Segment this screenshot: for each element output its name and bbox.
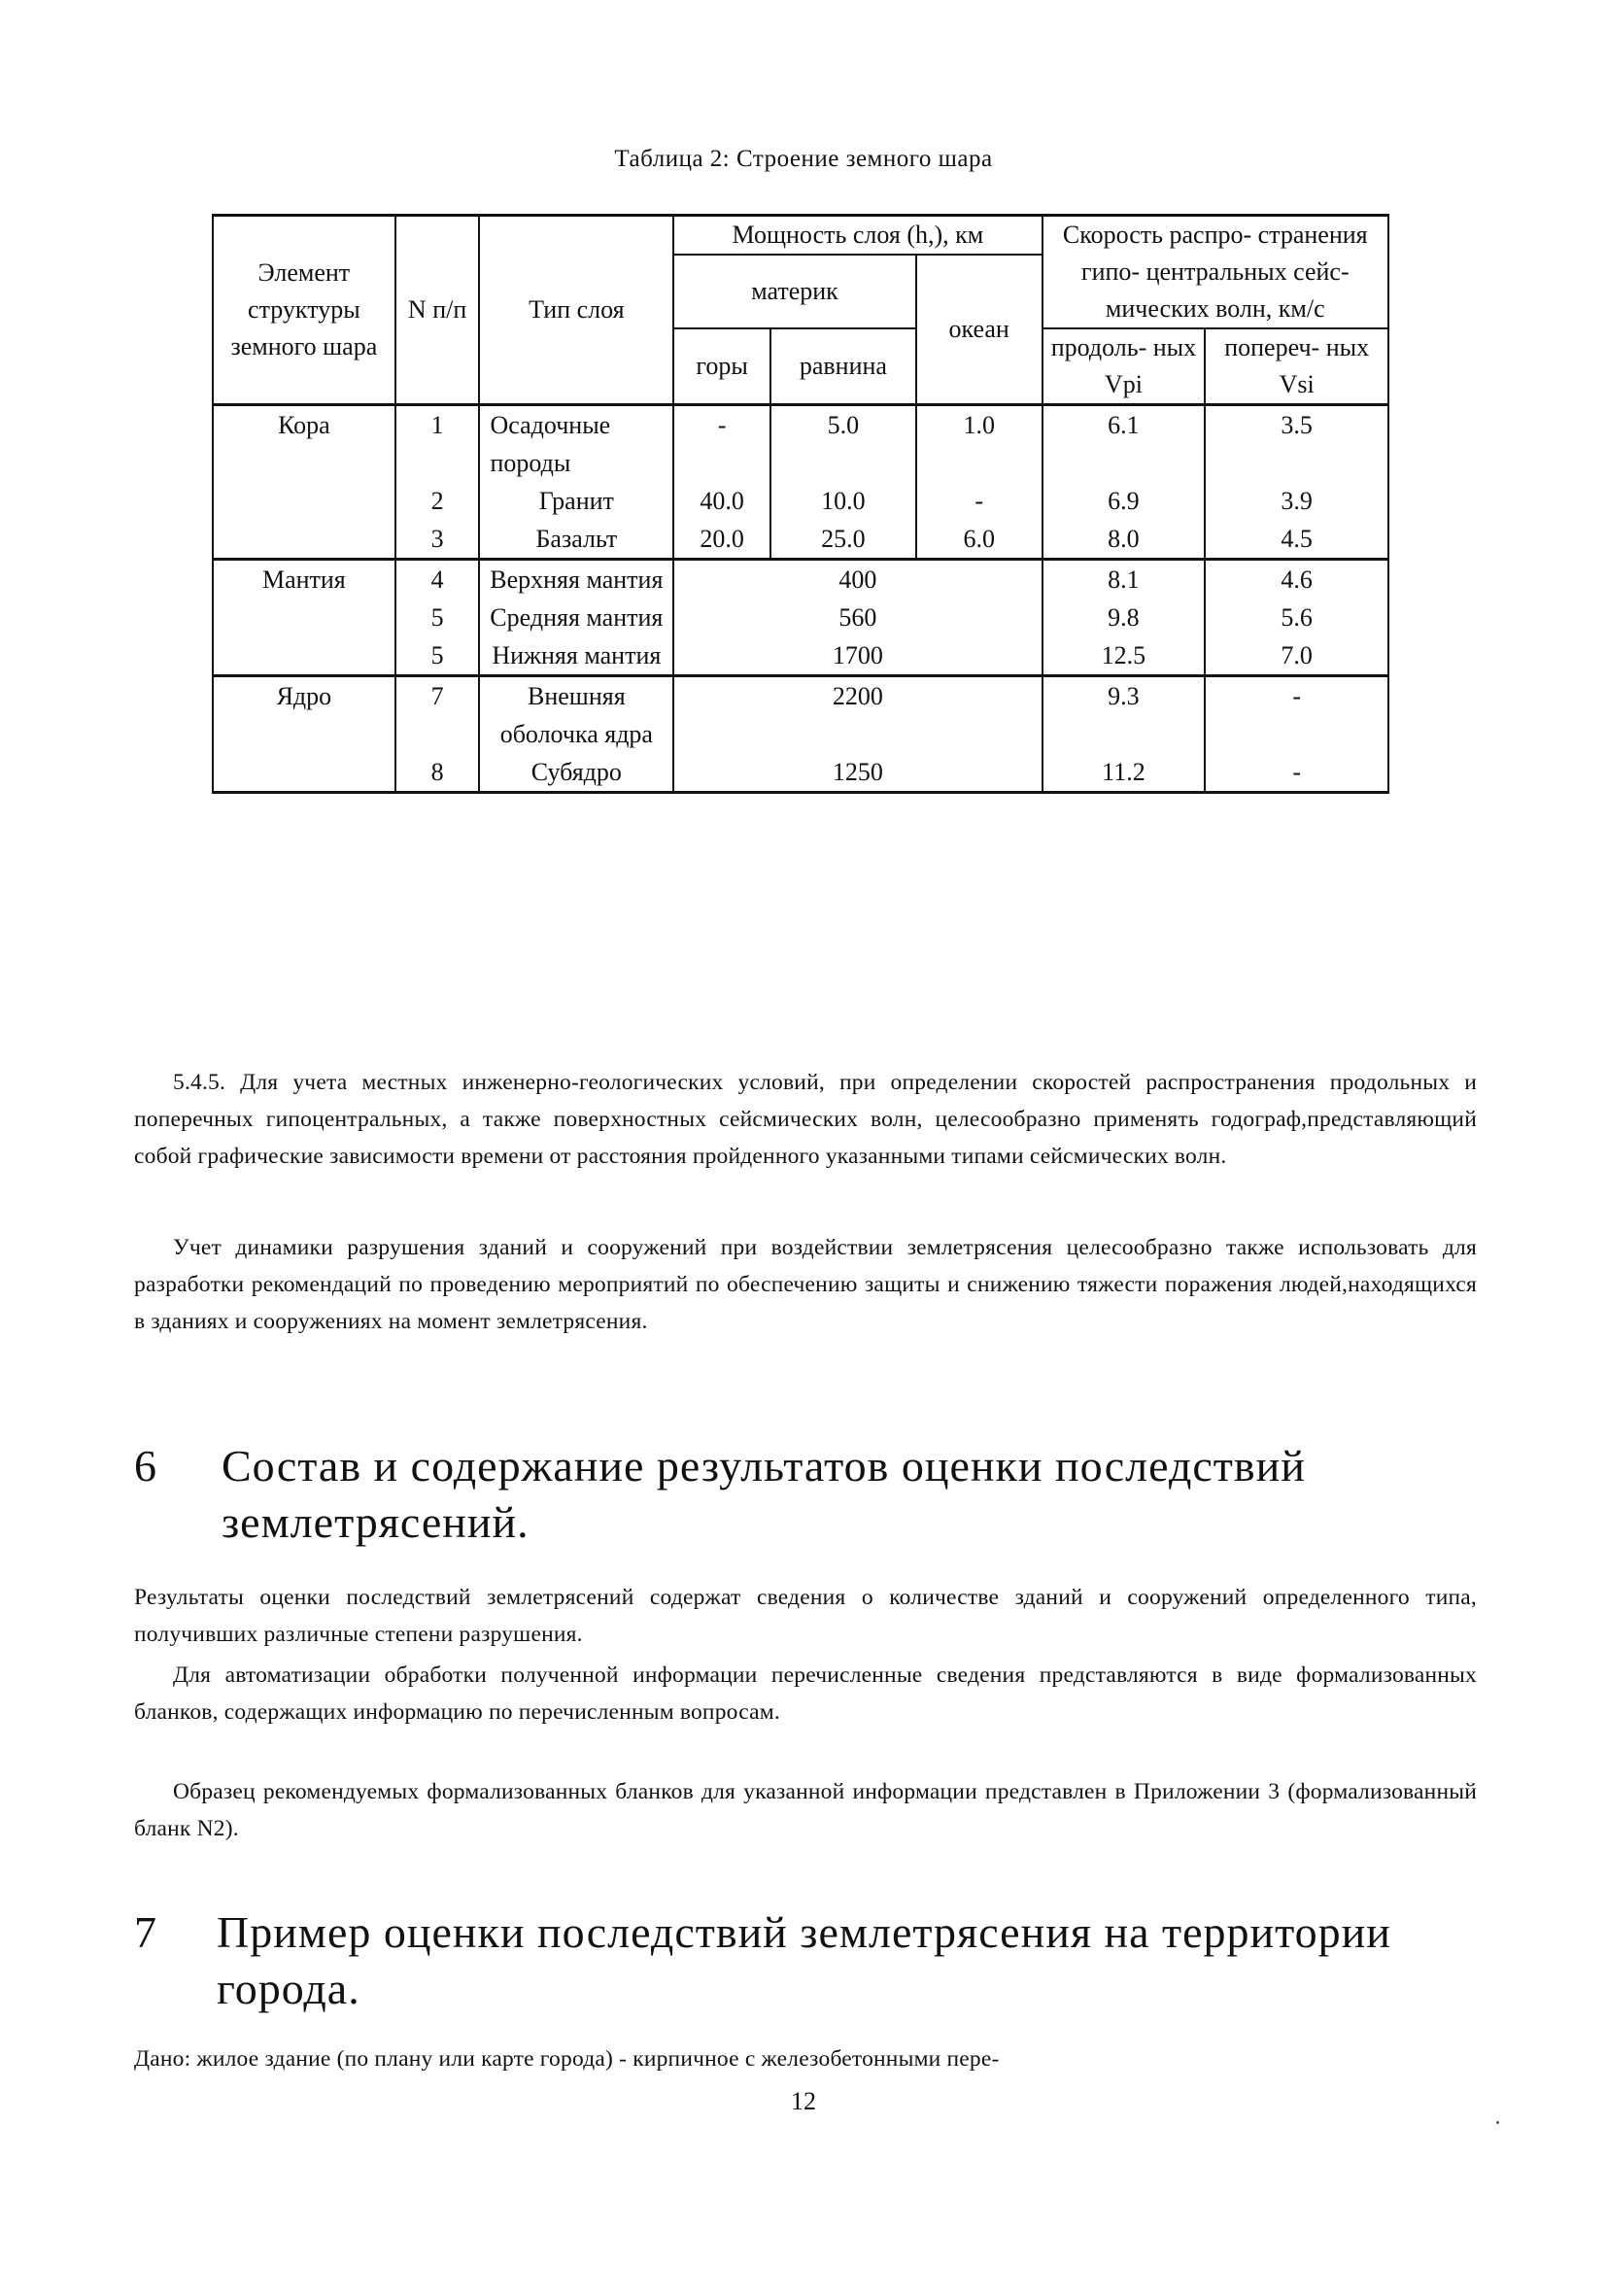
cell-thickness: 1700: [673, 636, 1042, 676]
cell-element: Ядро: [213, 676, 395, 754]
cell-vs: -: [1205, 676, 1388, 754]
cell-vp: 8.0: [1043, 520, 1206, 560]
table-caption: Таблица 2: Строение земного шара: [614, 146, 993, 172]
cell-ocean: 6.0: [916, 520, 1043, 560]
cell-vs: 3.5: [1205, 405, 1388, 483]
header-continent: материк: [673, 255, 916, 328]
cell-vp: 12.5: [1043, 636, 1206, 676]
table-row: [213, 676, 1388, 754]
cell-vp: 6.9: [1043, 482, 1206, 520]
cell-vs: 7.0: [1205, 636, 1388, 676]
cell-number: 4: [395, 560, 480, 600]
cell-element: [213, 520, 395, 560]
header-vs: попереч- ных Vsi: [1205, 328, 1388, 405]
cell-thickness: 2200: [673, 676, 1042, 754]
page-number: 12: [791, 2087, 816, 2115]
cell-mountains: -: [673, 405, 770, 483]
cell-vp: 11.2: [1043, 753, 1206, 793]
header-thickness: Мощность слоя (h,), км: [673, 216, 1042, 256]
paragraph-sample: Образец рекомендуемых формализованных бланков для указанной информации представлен в Приложении 3 (формализованный бланк N2).: [134, 1779, 1477, 1841]
paragraph-given: Дано: жилое здание (по плану или карте города) - кирпичное с железобетонными пере-: [134, 2046, 1000, 2072]
cell-type: Внешняя оболочка ядра: [479, 676, 673, 754]
section-title: Пример оценки последствий землетрясения на территории города.: [217, 1907, 1391, 2013]
header-type: Тип слоя: [479, 216, 673, 405]
cell-vp: 6.1: [1043, 405, 1206, 483]
cell-type: Гранит: [479, 482, 673, 520]
cell-thickness: 400: [673, 560, 1042, 600]
cell-mountains: 40.0: [673, 482, 770, 520]
table-row: [213, 753, 1388, 793]
table-header-row: [213, 216, 1388, 256]
cell-thickness: 560: [673, 599, 1042, 636]
cell-plain: 10.0: [770, 482, 916, 520]
section-number: 6: [134, 1441, 157, 1491]
paragraph-5-4-5: 5.4.5. Для учета местных инженерно-геологических условий, при определении скоростей распространения продольных и поперечных гипоцентральных, а также поверхностных сейсмических волн, целесообразно применять годограф,представляющий собой графические зависимости времени от расстояния пройденного указанными типами сейсмических волн.: [134, 1070, 1477, 1169]
cell-vs: -: [1205, 753, 1388, 793]
cell-vp: 8.1: [1043, 560, 1206, 600]
cell-element: [213, 753, 395, 793]
cell-element: Мантия: [213, 560, 395, 600]
cell-type: Субядро: [479, 753, 673, 793]
earth-structure-table: [212, 214, 1389, 794]
cell-vs: 5.6: [1205, 599, 1388, 636]
table-row: [213, 599, 1388, 636]
cell-number: 2: [395, 482, 480, 520]
cell-plain: 5.0: [770, 405, 916, 483]
cell-ocean: 1.0: [916, 405, 1043, 483]
cell-ocean: -: [916, 482, 1043, 520]
cell-type: Базальт: [479, 520, 673, 560]
cell-vp: 9.8: [1043, 599, 1206, 636]
cell-number: 5: [395, 636, 480, 676]
cell-thickness: 1250: [673, 753, 1042, 793]
header-vp: продоль- ных Vpi: [1043, 328, 1206, 405]
section-title: Состав и содержание результатов оценки последствий землетрясений.: [222, 1441, 1306, 1547]
cell-number: 1: [395, 405, 480, 483]
header-velocity: Скорость распро- странения гипо- центральных сейс- мических волн, км/с: [1043, 216, 1388, 329]
cell-element: [213, 482, 395, 520]
cell-number: 3: [395, 520, 480, 560]
header-ocean: океан: [916, 255, 1043, 405]
cell-plain: 25.0: [770, 520, 916, 560]
paragraph-automation: Для автоматизации обработки полученной информации перечисленные сведения представляются в виде формализованных бланков, содержащих информацию по перечисленным вопросам.: [134, 1662, 1477, 1725]
table-row: [213, 405, 1388, 483]
cell-vs: 4.5: [1205, 520, 1388, 560]
scan-speck: [1496, 2121, 1499, 2124]
cell-number: 8: [395, 753, 480, 793]
cell-vs: 4.6: [1205, 560, 1388, 600]
cell-element: [213, 636, 395, 676]
cell-type: Средняя мантия: [479, 599, 673, 636]
header-element: Элемент структуры земного шара: [213, 216, 395, 405]
paragraph-dynamics: Учет динамики разрушения зданий и сооружений при воздействии землетрясения целесообразно также использовать для разработки рекомендаций по проведению мероприятий по обеспечению защиты и снижению тяжести поражения людей,находящихся в зданиях и сооружениях на момент землетрясения.: [134, 1235, 1477, 1334]
cell-vs: 3.9: [1205, 482, 1388, 520]
cell-number: 7: [395, 676, 480, 754]
section-number: 7: [134, 1907, 157, 1957]
header-plain: равнина: [770, 328, 916, 405]
cell-number: 5: [395, 599, 480, 636]
table-row: [213, 520, 1388, 560]
table-row: [213, 636, 1388, 676]
cell-element: [213, 599, 395, 636]
table-row: [213, 482, 1388, 520]
table-row: [213, 560, 1388, 600]
cell-element: Кора: [213, 405, 395, 483]
cell-type: Верхняя мантия: [479, 560, 673, 600]
cell-vp: 9.3: [1043, 676, 1206, 754]
cell-type: Нижняя мантия: [479, 636, 673, 676]
paragraph-results: Результаты оценки последствий землетрясений содержат сведения о количестве зданий и сооружений определенного типа, получивших различные степени разрушения.: [134, 1585, 1477, 1647]
header-number: N п/п: [395, 216, 480, 405]
header-mountains: горы: [673, 328, 770, 405]
cell-type: Осадочные породы: [479, 405, 673, 483]
cell-mountains: 20.0: [673, 520, 770, 560]
